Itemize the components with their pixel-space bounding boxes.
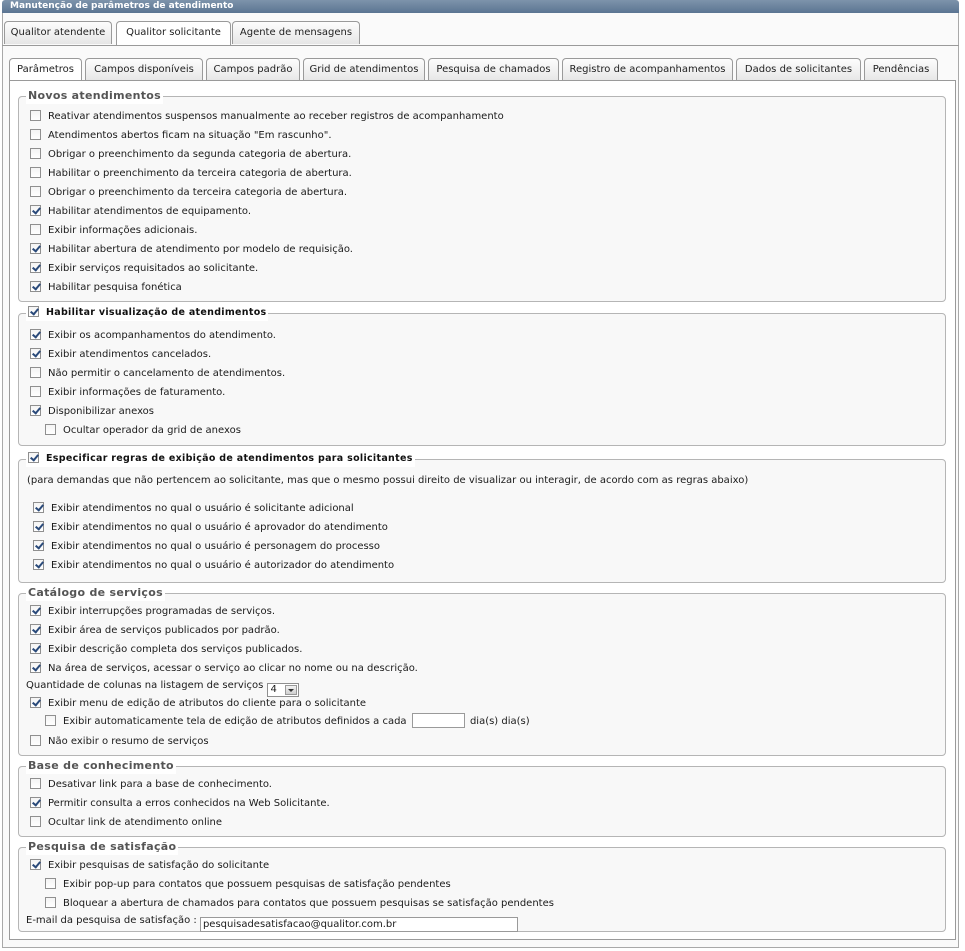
subtab-pesquisa-de-chamados[interactable]: Pesquisa de chamados	[428, 58, 559, 81]
email-row	[26, 913, 518, 929]
group-title: Pesquisa de satisfação	[28, 840, 177, 853]
group-regras-exibicao	[18, 453, 946, 583]
group-title: Base de conhecimento	[28, 759, 174, 772]
option-label: Exibir atendimentos no qual o usuário é autorizador do atendimento	[51, 560, 395, 571]
checkbox[interactable]	[33, 559, 44, 570]
option-label: Exibir pop-up para contatos que possuem pesquisas de satisfação pendentes	[63, 879, 451, 890]
checkbox[interactable]	[30, 110, 41, 121]
checkbox[interactable]	[30, 167, 41, 178]
option-label: Habilitar atendimentos de equipamento.	[48, 206, 252, 217]
option-descricao-completa[interactable]	[30, 642, 302, 658]
option-label: Habilitar pesquisa fonética	[48, 282, 182, 293]
columns-row	[26, 678, 299, 694]
subtab-campos-disponiveis[interactable]: Campos disponíveis	[85, 58, 203, 81]
checkbox[interactable]	[33, 502, 44, 513]
dias-suffix: dia(s) dia(s)	[469, 716, 530, 727]
option-label: Disponibilizar anexos	[48, 406, 155, 417]
checkbox[interactable]	[28, 306, 39, 317]
option-ocultar-operador-anexos[interactable]	[45, 423, 241, 439]
option-label: Exibir descrição completa dos serviços publicados.	[48, 644, 303, 655]
group-title-regras[interactable]	[26, 451, 415, 467]
option-area-servicos-padrao[interactable]	[30, 623, 280, 639]
checkbox[interactable]	[45, 424, 56, 435]
option-label: Exibir serviços requisitados ao solicitante.	[48, 263, 259, 274]
checkbox[interactable]	[45, 878, 56, 889]
option-aprovador[interactable]	[33, 520, 388, 536]
option-label: Exibir os acompanhamentos do atendimento.	[48, 330, 276, 341]
window-title: Manutenção de parâmetros de atendimento	[2, 0, 959, 13]
group-novos-atendimentos	[18, 89, 946, 302]
option-erros-conhecidos[interactable]	[30, 796, 330, 812]
checkbox[interactable]	[30, 243, 41, 254]
group-title-label: Habilitar visualização de atendimentos	[46, 307, 267, 318]
subtab-parametros[interactable]: Parâmetros	[9, 58, 82, 82]
checkbox[interactable]	[33, 521, 44, 532]
option-servicos-requisitados[interactable]	[30, 261, 258, 277]
checkbox[interactable]	[30, 697, 41, 708]
checkbox[interactable]	[30, 329, 41, 340]
option-label: Não permitir o cancelamento de atendimentos.	[48, 368, 286, 379]
option-exibir-cancelados[interactable]	[30, 347, 211, 363]
group-base-conhecimento	[18, 759, 946, 837]
option-label: Desativar link para a base de conhecimento.	[48, 779, 272, 790]
group-title-label: Especificar regras de exibição de atendimentos para solicitantes	[46, 453, 413, 464]
checkbox[interactable]	[30, 148, 41, 159]
checkbox[interactable]	[45, 715, 56, 726]
option-label: Obrigar o preenchimento da terceira categoria de abertura.	[48, 187, 348, 198]
option-acessar-servico-clique[interactable]	[30, 661, 418, 677]
option-label: Exibir atendimentos no qual o usuário é aprovador do atendimento	[51, 522, 388, 533]
option-label: Não exibir o resumo de serviços	[48, 736, 209, 747]
subtab-pendencias[interactable]: Pendências	[864, 58, 938, 81]
option-interrupcoes-programadas[interactable]	[30, 604, 275, 620]
checkbox[interactable]	[30, 205, 41, 216]
email-label: E-mail da pesquisa de satisfação :	[26, 915, 197, 926]
columns-select[interactable]	[267, 683, 299, 697]
option-bloquear-abertura[interactable]	[45, 896, 554, 912]
option-autorizador[interactable]	[33, 558, 394, 574]
option-label: Na área de serviços, acessar o serviço ao clicar no nome ou na descrição.	[48, 663, 418, 674]
option-em-rascunho[interactable]	[30, 128, 332, 144]
option-pesquisa-fonetica[interactable]	[30, 280, 182, 296]
option-personagem[interactable]	[33, 539, 380, 555]
checkbox[interactable]	[30, 129, 41, 140]
option-desativar-link-base[interactable]	[30, 777, 272, 793]
checkbox[interactable]	[30, 778, 41, 789]
main-tabs-divider	[2, 45, 959, 46]
option-ocultar-atendimento-online[interactable]	[30, 815, 222, 831]
checkbox[interactable]	[30, 186, 41, 197]
option-atendimentos-equipamento[interactable]	[30, 204, 251, 220]
email-input[interactable]: pesquisadesatisfacao@qualitor.com.br	[200, 917, 518, 932]
regras-note: (para demandas que não pertencem ao solicitante, mas que o mesmo possui direito de visualizar ou interagir, de acordo com as regras abaixo)	[27, 475, 749, 486]
option-label: Exibir pesquisas de satisfação do solicitante	[48, 860, 270, 871]
option-solicitante-adicional[interactable]	[33, 501, 354, 517]
option-label: Exibir automaticamente tela de edição de atributos definidos a cada	[63, 716, 407, 727]
option-label: Exibir menu de edição de atributos do cliente para o solicitante	[48, 698, 367, 709]
group-title: Catálogo de serviços	[28, 586, 163, 599]
checkbox[interactable]	[30, 662, 41, 673]
option-auto-edicao-atributos[interactable]	[45, 713, 530, 729]
option-informacoes-faturamento[interactable]	[30, 385, 225, 401]
option-menu-edicao-atributos[interactable]	[30, 696, 366, 712]
checkbox[interactable]	[30, 405, 41, 416]
option-label: Reativar atendimentos suspensos manualmente ao receber registros de acompanhamento	[48, 111, 504, 122]
subtab-campos-padrao[interactable]: Campos padrão	[206, 58, 300, 81]
option-label: Exibir atendimentos no qual o usuário é solicitante adicional	[51, 503, 354, 514]
group-title-visualizacao[interactable]	[26, 305, 268, 321]
checkbox[interactable]	[30, 797, 41, 808]
option-label: Ocultar link de atendimento online	[48, 817, 222, 828]
option-popup-pendentes[interactable]	[45, 877, 451, 893]
option-reativar-suspensos[interactable]	[30, 109, 504, 125]
dias-input[interactable]	[412, 713, 465, 728]
subtab-grid-de-atendimentos[interactable]: Grid de atendimentos	[303, 58, 425, 81]
checkbox[interactable]	[30, 281, 41, 292]
parametros-panel	[9, 80, 956, 940]
checkbox[interactable]	[30, 816, 41, 827]
option-label: Exibir informações de faturamento.	[48, 387, 226, 398]
option-label: Habilitar abertura de atendimento por modelo de requisição.	[48, 244, 353, 255]
chevron-down-icon[interactable]	[285, 685, 297, 695]
checkbox[interactable]	[30, 859, 41, 870]
option-label: Ocultar operador da grid de anexos	[63, 425, 241, 436]
group-catalogo-servicos	[18, 586, 946, 756]
option-label: Permitir consulta a erros conhecidos na Web Solicitante.	[48, 798, 330, 809]
option-informacoes-adicionais[interactable]	[30, 223, 197, 239]
checkbox[interactable]	[30, 224, 41, 235]
option-obrigar-terceira-categoria[interactable]	[30, 185, 347, 201]
group-pesquisa-satisfacao	[18, 840, 946, 932]
option-obrigar-segunda-categoria[interactable]	[30, 147, 351, 163]
checkbox[interactable]	[30, 624, 41, 635]
option-label: Exibir interrupções programadas de serviços.	[48, 606, 276, 617]
option-habilitar-terceira-categoria[interactable]	[30, 166, 352, 182]
option-label: Exibir atendimentos no qual o usuário é personagem do processo	[51, 541, 381, 552]
option-nao-exibir-resumo[interactable]	[30, 734, 209, 750]
checkbox[interactable]	[30, 367, 41, 378]
tab-agente-de-mensagens[interactable]: Agente de mensagens	[232, 21, 360, 44]
option-label: Exibir área de serviços publicados por padrão.	[48, 625, 280, 636]
option-label: Atendimentos abertos ficam na situação "Em rascunho".	[48, 130, 332, 141]
checkbox[interactable]	[30, 643, 41, 654]
columns-label: Quantidade de colunas na listagem de serviços	[26, 680, 264, 691]
group-title: Novos atendimentos	[28, 89, 162, 102]
checkbox[interactable]	[30, 735, 41, 746]
checkbox[interactable]	[30, 386, 41, 397]
checkbox[interactable]	[30, 348, 41, 359]
option-label: Habilitar o preenchimento da terceira categoria de abertura.	[48, 168, 352, 179]
columns-select-value: 4	[270, 684, 277, 695]
checkbox[interactable]	[28, 452, 39, 463]
subtab-registro-de-acompanhamentos[interactable]: Registro de acompanhamentos	[562, 58, 733, 81]
checkbox[interactable]	[45, 897, 56, 908]
tab-qualitor-solicitante[interactable]: Qualitor solicitante	[116, 21, 231, 45]
checkbox[interactable]	[30, 262, 41, 273]
option-label: Exibir informações adicionais.	[48, 225, 198, 236]
group-visualizacao-atendimentos	[18, 307, 946, 446]
option-label: Exibir atendimentos cancelados.	[48, 349, 212, 360]
checkbox[interactable]	[33, 540, 44, 551]
option-label: Obrigar o preenchimento da segunda categoria de abertura.	[48, 149, 352, 160]
option-disponibilizar-anexos[interactable]	[30, 404, 154, 420]
tab-qualitor-atendente[interactable]: Qualitor atendente	[4, 21, 112, 44]
option-nao-permitir-cancelamento[interactable]	[30, 366, 285, 382]
checkbox[interactable]	[30, 605, 41, 616]
option-label: Bloquear a abertura de chamados para contatos que possuem pesquisas se satisfação pendentes	[63, 898, 554, 909]
option-exibir-pesquisas[interactable]	[30, 858, 269, 874]
option-exibir-acompanhamentos[interactable]	[30, 328, 276, 344]
option-modelo-requisicao[interactable]	[30, 242, 353, 258]
subtab-dados-de-solicitantes[interactable]: Dados de solicitantes	[736, 58, 861, 81]
